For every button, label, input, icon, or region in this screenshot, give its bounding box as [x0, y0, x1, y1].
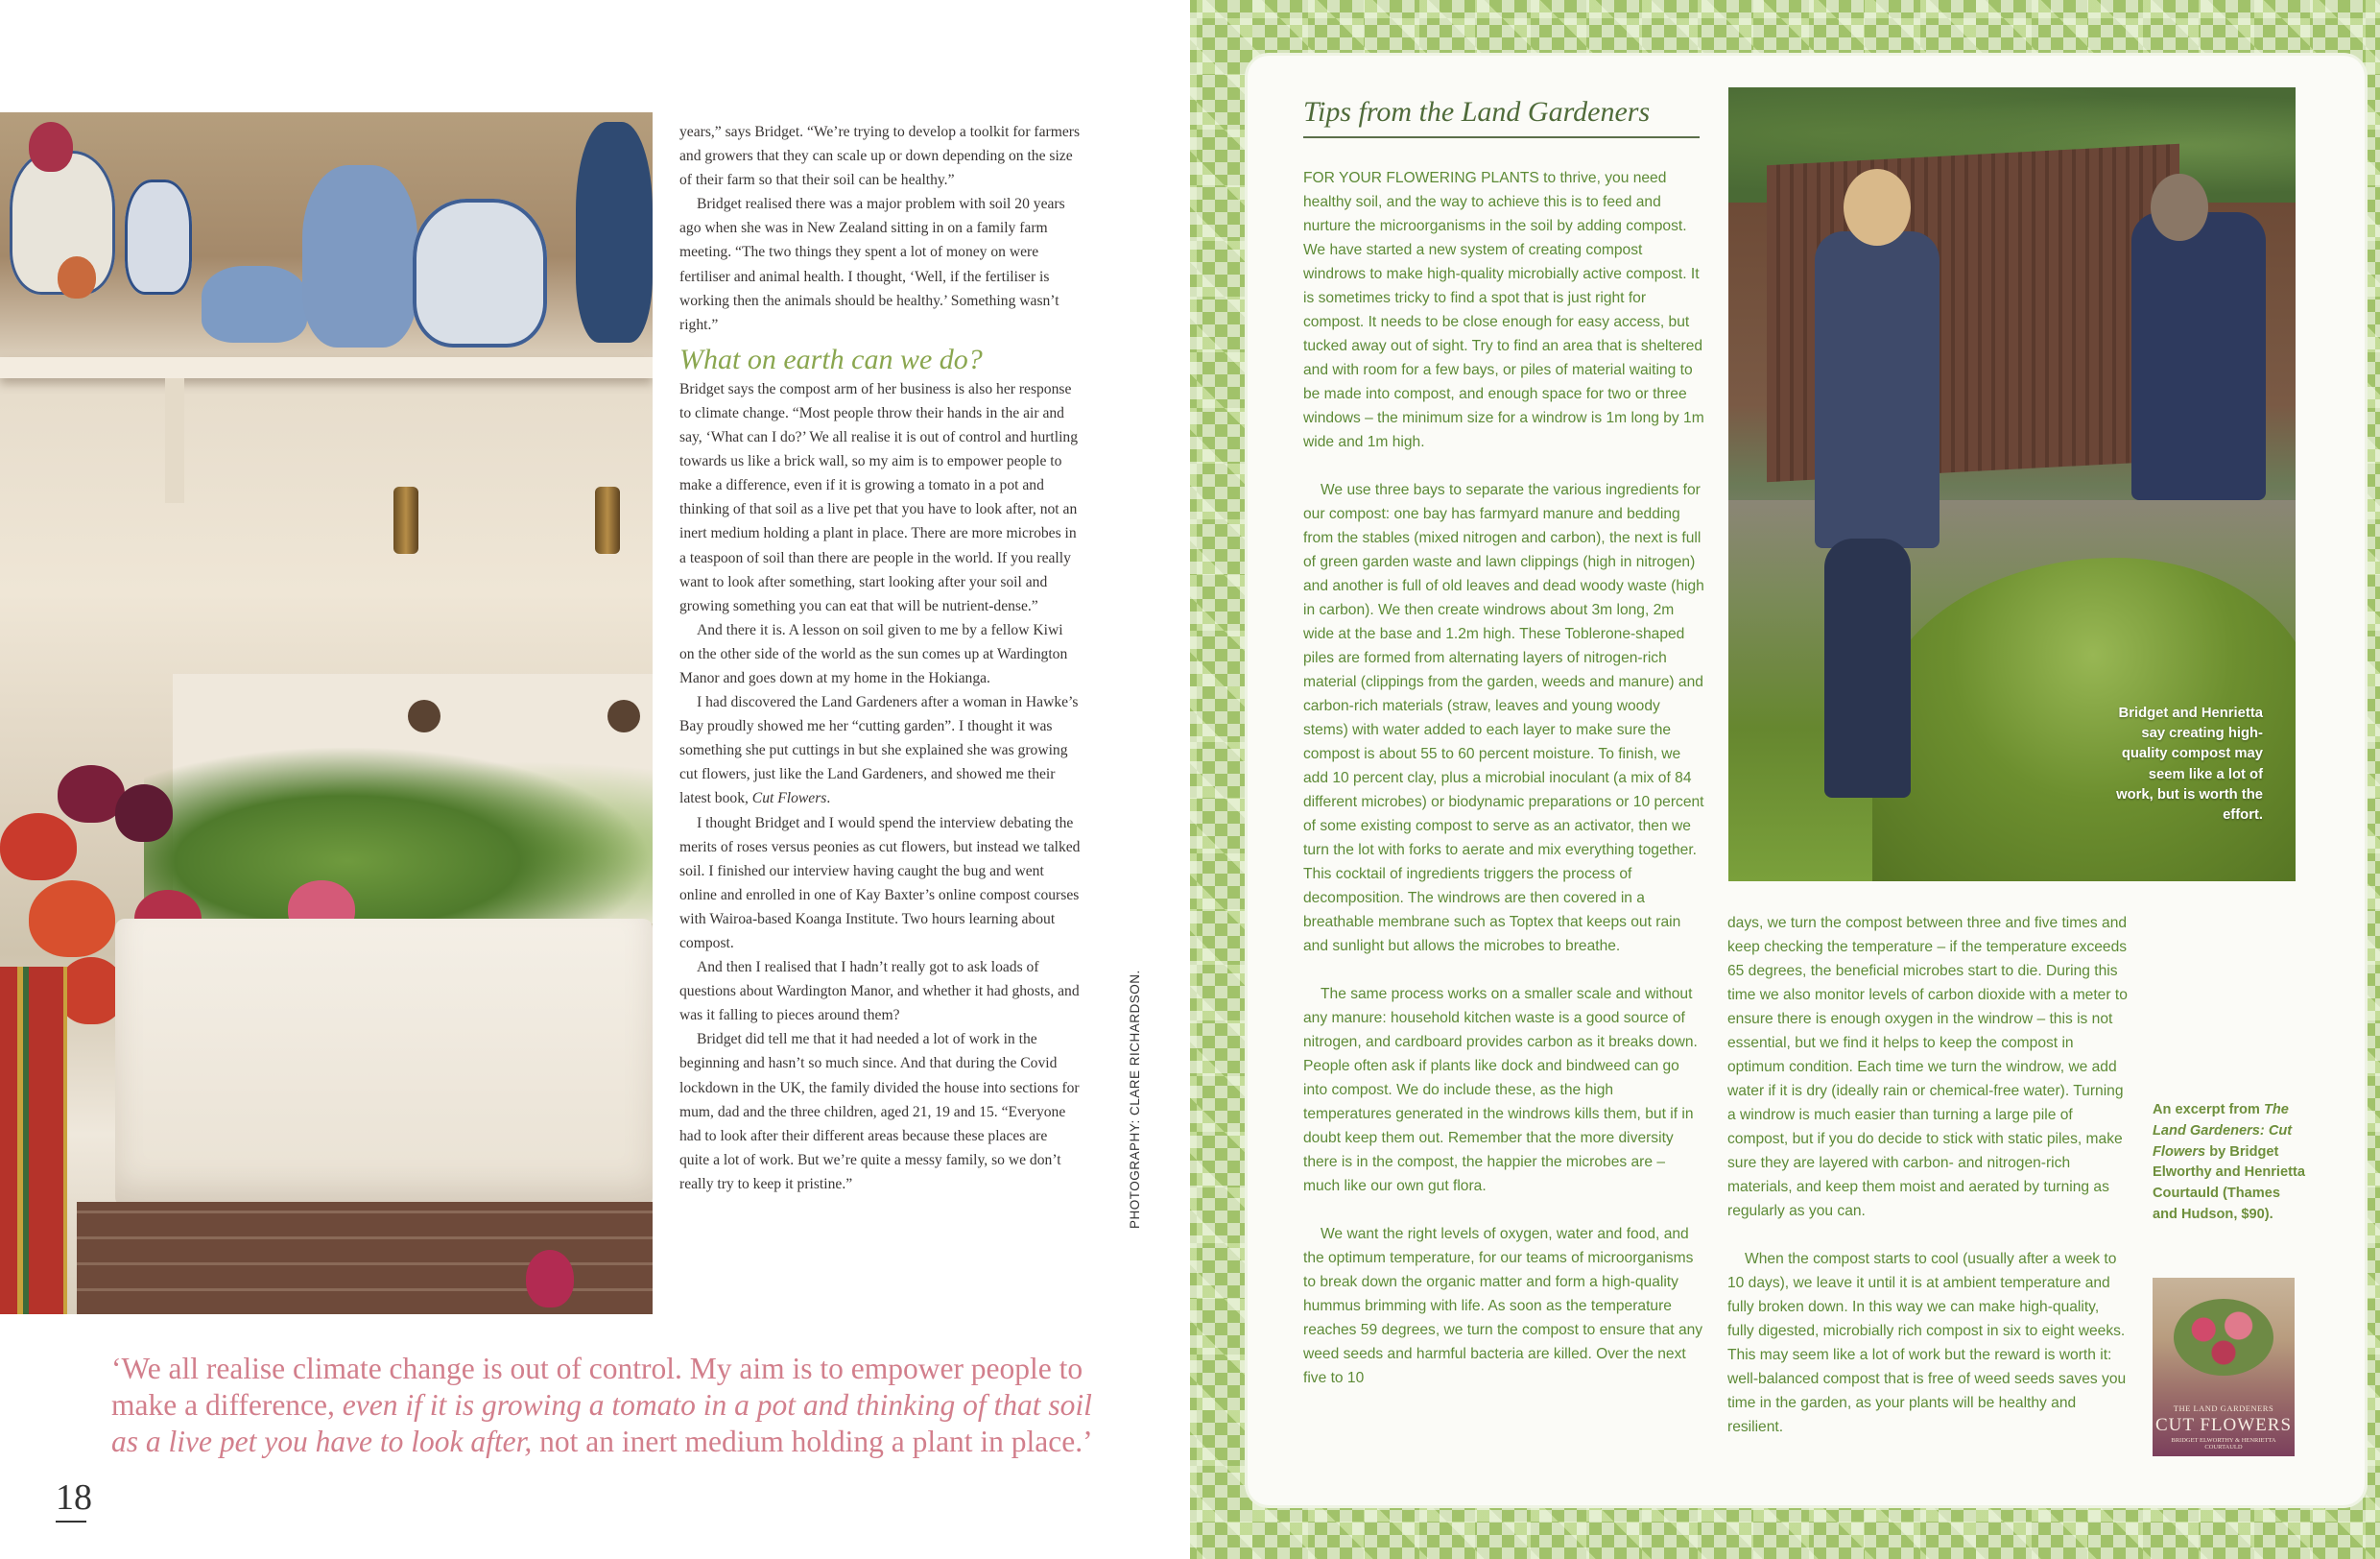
pull-quote: ‘We all realise climate change is out of control. My aim is to empower people to make a difference, even if it is growing a tomato in a pot and thinking of that soil as a live pet you have to look after, not an inert medium holding a plant in place.’ — [111, 1352, 1093, 1458]
page-number-rule — [56, 1521, 86, 1523]
tips-column-1 — [1303, 166, 1704, 1414]
title-rule — [1303, 136, 1700, 138]
paragraph: We use three bays to separate the various ingredients for our compost: one bay has farmyard manure and bedding from the stables (mixed nitrogen and carbon), the next is full of green garden waste and lawn clippings (high in nitrogen) and another is full of old leaves and dead woody waste (high in carbon). We then create windrows about 3m long, 2m wide at the base and 1.2m high. These Toblerone-shaped piles are formed from alternating layers of nitrogen-rich material (clippings from the garden, weeds and manure) and carbon-rich materials (straw, leaves and young woody stems) with water added to each layer to make sure the compost is about 55 to 60 percent moisture. To finish, we add 10 percent clay, plus a microbial inoculant (a mix of 84 different microbes) or biodynamic preparations or 10 percent of some existing compost to serve as an activator, then we turn the lot with forks to aerate and mix everything together. This cocktail of ingredients triggers the process of decomposition. The windrows are then covered in a breathable membrane such as Toptex that keeps out rain and sunlight but allows the microbes to breathe. — [1303, 482, 1704, 954]
sink-tulips-photo — [0, 112, 653, 1314]
book-excerpt-credit: An excerpt from The Land Gardeners: Cut Flowers by Bridget Elworthy and Henrietta Courtauld (Thames and Hudson, $90). — [2153, 1102, 2305, 1222]
paragraph: We want the right levels of oxygen, water and food, and the optimum temperature, for our teams of microorganisms to break down the organic matter and form a high-quality hummus brimming with life. As soon as the temperature reaches 59 degrees, we turn the compost to ensure that any weed seeds and harmful bacteria are killed. Over the next five to 10 — [1303, 1226, 1703, 1386]
paragraph: When the compost starts to cool (usually after a week to 10 days), we leave it until it is at ambient temperature and fully broken down. In this way we can make high-quality, fully digested, microbially rich compost in six to eight weeks. This may seem like a lot of work but the reward is worth it: well-balanced compost that is free of weed seeds saves you time in the garden, as your plants will be healthy and resilient. — [1727, 1251, 2127, 1435]
paragraph: years,” says Bridget. “We’re trying to develop a toolkit for farmers and growers that they can scale up or down depending on the size of their farm so that their soil can be healthy.” — [679, 124, 1081, 189]
paragraph: FOR YOUR FLOWERING PLANTS to thrive, you need healthy soil, and the way to achieve this is to feed and nurture the microorganisms in the soil by adding compost. We have started a new system of creating compost windrows to make high-quality microbially active compost. It is sometimes tricky to find a spot that is just right for compost. It needs to be close enough for easy access, but tucked away out of sight. Try to find an area that is sheltered and with room for a few bays, or piles of material waiting to be made into compost, and enough space for two or three windows – the minimum size for a windrow is 1m long by 1m wide and 1m high. — [1303, 170, 1704, 450]
book-title: The Land Gardeners: Cut Flowers — [2153, 1102, 2293, 1160]
paragraph: The same process works on a smaller scale and without any manure: household kitchen waste is a good source of nitrogen, and cardboard provides carbon as it breaks down. People often ask if plants like dock and bindweed can go into compost. We do include these, as the high temperatures generated in the windrows kills them, but if in doubt keep them out. Remember that the more diversity there is in the compost, the happier the microbes are – much like our own gut flora. — [1303, 986, 1698, 1194]
paragraph: And then I realised that I hadn’t really got to ask loads of questions about Wardington Manor, and whether it had ghosts, and was it falling to pieces around them? — [679, 959, 1080, 1024]
page-number: 18 — [56, 1477, 92, 1518]
paragraph: Bridget says the compost arm of her business is also her response to climate change. “Most people throw their hands in the air and say, ‘What can I do?’ We all realise it is out of control and hurtling towards us like a brick wall, so my aim is to empower people to make a difference, even if it is growing a tomato in a pot and thinking of that soil as a live pet that you have to look after, not an inert medium holding a plant in place. There are more microbes in a teaspoon of soil than there are people in the world. If you really want to look after something, start looking after your soil and growing something you can eat that will be nutrient-dense.” — [679, 380, 1079, 614]
book-cover-series: THE LAND GARDENERS — [2173, 1403, 2274, 1413]
section-heading: What on earth can we do? — [679, 343, 983, 375]
book-cover-title: CUT FLOWERS — [2154, 1415, 2293, 1435]
photo-caption: Bridget and Henrietta say creating high-quality compost may seem like a lot of work, but is worth the effort. — [2116, 706, 2263, 824]
paragraph: days, we turn the compost between three and five times and keep checking the temperature – if the temperature exceeds 65 degrees, the beneficial microbes start to die. During this time we also monitor levels of carbon dioxide with a meter to ensure there is enough oxygen in the windrow – this is not essential, but we find it helps to keep the compost in optimum condition. Each time we turn the windrow, we add water if it is dry (ideally rain or chemical-free water). Turning a windrow is much easier than turning a large pile of compost, but if you do decide to stick with static piles, make sure they are layered with carbon- and nitrogen-rich materials, and keep them moist and aerated by turning as regularly as you can. — [1727, 915, 2128, 1219]
paragraph: Bridget realised there was a major problem with soil 20 years ago when she was in New Zealand sitting in on a family farm meeting. “The two things they spent a lot of money on were fertiliser and animal health. I thought, ‘Well, if the fertiliser is working then the animals should be healthy.’ Something wasn’t right.” — [679, 196, 1065, 333]
book-cover-image — [2153, 1278, 2295, 1456]
photo-credit: PHOTOGRAPHY: CLARE RICHARDSON. — [1128, 970, 1142, 1229]
paragraph: And there it is. A lesson on soil given to me by a fellow Kiwi on the other side of the world as the sun comes up at Wardington Manor and goes down at my home in the Hokianga. — [679, 621, 1068, 686]
article-column — [679, 120, 1081, 1196]
paragraph: Bridget did tell me that it had needed a lot of work in the beginning and hasn’t so much since. And that during the Covid lockdown in the UK, the family divided the house into sections for mum, dad and the three children, aged 21, 19 and 15. “Everyone had to look after their different areas because these places are quite a lot of work. But we’re quite a messy family, so we don’t really try to keep it pristine.” — [679, 1031, 1080, 1192]
tips-column-2 — [1727, 911, 2129, 1463]
paragraph: I thought Bridget and I would spend the interview debating the merits of roses versus peonies as cut flowers, but instead we talked soil. I finished our interview having caught the bug and went online and enrolled in one of Kay Baxter’s online compost courses with Wairoa-based Koanga Institute. Two hours learning about compost. — [679, 814, 1081, 951]
paragraph: I had discovered the Land Gardeners after a woman in Hawke’s Bay proudly showed me her “cutting garden”. I thought it was something she put cuttings in but she explained she was growing cut flowers, just like the Land Gardeners, and showed me their latest book, Cut Flowers. — [679, 694, 1079, 807]
book-cover-authors: BRIDGET ELWORTHY & HENRIETTA COURTAULD — [2171, 1437, 2276, 1451]
tips-title: Tips from the Land Gardeners — [1303, 96, 1651, 128]
book-title: Cut Flowers — [751, 790, 827, 807]
